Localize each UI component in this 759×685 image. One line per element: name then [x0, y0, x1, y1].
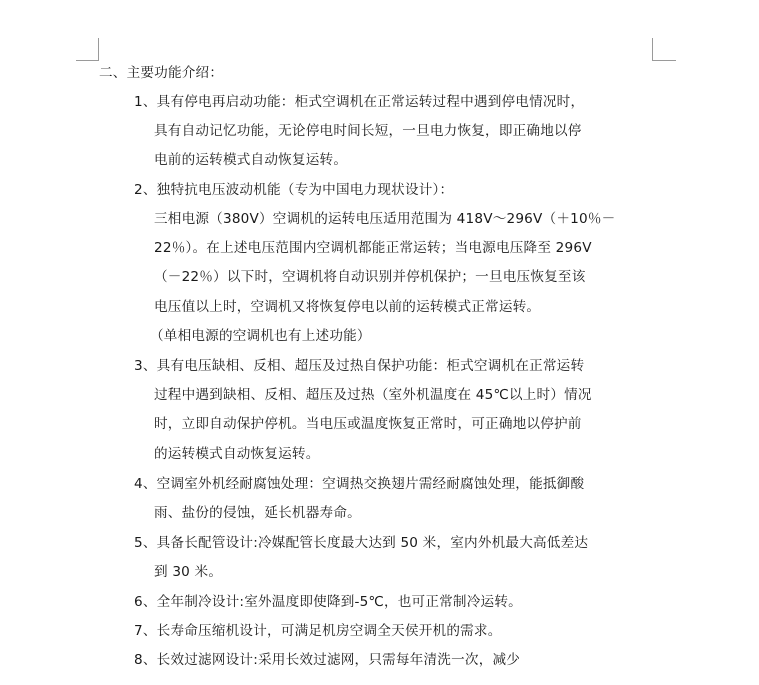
crop-mark-left-horizontal: [76, 60, 99, 61]
item-text: 具有停电再启动功能：柜式空调机在正常运转过程中遇到停电情况时，: [156, 94, 585, 110]
item-number: 2、: [134, 182, 157, 198]
item-text: （－22％）以下时，空调机将自动识别并停机保护；一旦电压恢复至该: [154, 269, 586, 285]
list-item: [134, 622, 502, 640]
item-text: 空调室外机经耐腐蚀处理：空调热交换翅片需经耐腐蚀处理，能抵御酸: [156, 476, 585, 492]
crop-mark-left-vertical: [98, 38, 99, 60]
item-text: 长效过滤网设计:采用长效过滤网，只需每年清洗一次，减少: [156, 652, 521, 668]
item-text: 到 30 米。: [154, 564, 223, 580]
item-text: 的运转模式自动恢复运转。: [154, 446, 320, 462]
section-title: 二、主要功能介绍：: [99, 65, 224, 81]
list-item: [134, 181, 453, 199]
item-number: 3、: [134, 358, 157, 374]
item-note: （单相电源的空调机也有上述功能）: [150, 328, 371, 344]
list-item: [134, 651, 520, 669]
item-text: 独特抗电压波动机能（专为中国电力现状设计）：: [156, 182, 454, 198]
item-text: 三相电源（380V）空调机的运转电压适用范围为 418V～296V（＋10％－: [154, 211, 616, 227]
item-number: 4、: [134, 476, 157, 492]
list-item: [134, 93, 584, 111]
item-text: 具备长配管设计:冷媒配管长度最大达到 50 米，室内外机最大高低差达: [156, 535, 589, 551]
item-text: 时，立即自动保护停机。当电压或温度恢复正常时，可正确地以停护前: [154, 416, 582, 432]
item-text: 全年制冷设计:室外温度即使降到-5℃，也可正常制冷运转。: [156, 594, 522, 610]
item-number: 6、: [134, 594, 157, 610]
item-text: 具有自动记忆功能，无论停电时间长短，一旦电力恢复，即正确地以停: [154, 123, 582, 139]
list-item: [134, 475, 584, 493]
item-text: 22％）。在上述电压范围内空调机都能正常运转；当电源电压降至 296V: [154, 240, 592, 256]
item-text: 雨、盐份的侵蚀，延长机器寿命。: [154, 505, 361, 521]
list-item: [134, 357, 584, 375]
item-text: 具有电压缺相、反相、超压及过热自保护功能：柜式空调机在正常运转: [156, 358, 585, 374]
item-number: 8、: [134, 652, 157, 668]
item-number: 7、: [134, 623, 157, 639]
list-item: [134, 593, 522, 611]
item-text: 电压值以上时，空调机又将恢复停电以前的运转模式正常运转。: [154, 299, 541, 315]
item-number: 5、: [134, 535, 157, 551]
item-number: 1、: [134, 94, 157, 110]
item-text: 长寿命压缩机设计，可满足机房空调全天侯开机的需求。: [156, 623, 502, 639]
item-text: 过程中遇到缺相、反相、超压及过热（室外机温度在 45℃以上时）情况: [154, 387, 592, 403]
list-item: [134, 534, 588, 552]
crop-mark-right-vertical: [652, 38, 653, 60]
crop-mark-right-horizontal: [652, 60, 676, 61]
item-text: 电前的运转模式自动恢复运转。: [154, 152, 348, 168]
